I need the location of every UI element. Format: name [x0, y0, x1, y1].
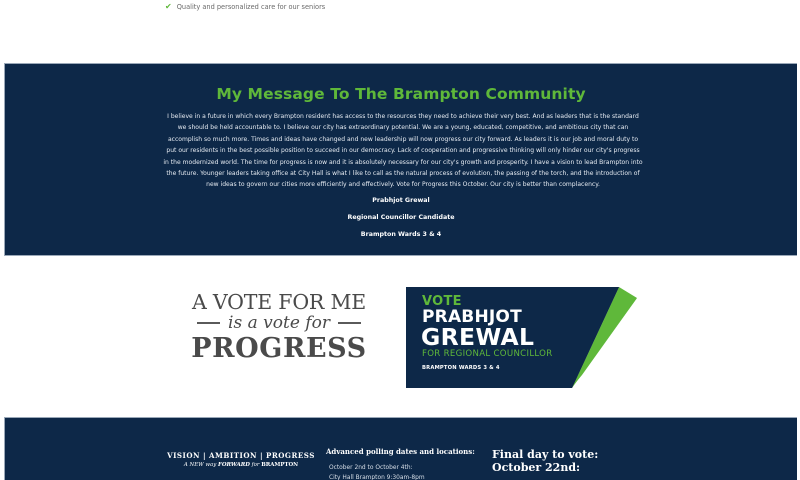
slogan-line-1: A VOTE FOR ME	[191, 290, 367, 314]
sub-c: FORWARD	[218, 462, 250, 468]
banner-wards: BRAMPTON WARDS 3 & 4	[422, 365, 500, 371]
check-icon: ✔	[165, 2, 172, 11]
message-section	[4, 63, 797, 256]
polling-location: City Hall Brampton 9:30am-8pm	[329, 475, 425, 480]
slogan-line-3: PROGRESS	[191, 333, 367, 364]
banner-office: FOR REGIONAL COUNCILLOR	[422, 349, 553, 359]
banner-first-name: PRABHJOT	[422, 307, 522, 327]
dash-divider	[197, 322, 220, 324]
signature-wards: Brampton Wards 3 & 4	[360, 231, 442, 238]
sub-e: BRAMPTON	[261, 462, 299, 468]
polling-dates: October 2nd to October 4th:	[329, 465, 413, 471]
sub-a: A NEW	[183, 462, 204, 468]
footer-tagline: VISION | AMBITION | PROGRESS	[167, 451, 315, 460]
footer-polling	[326, 447, 475, 480]
message-body: I believe in a future in which every Brampton resident has access to the resources they need to achieve their very best. And as leaders that is the standard we should be held accountable to. I believe our city has extraordinary potential. We are a young, educated, competitive, and ambitious city that can accomplish so much more. Times and ideas have changed and new leadership will now progress our city forward. As leaders it is our job and moral duty to put our residents in the best possible position to succeed in our democracy. Lack of cooperation and progressive thinking will only hinder our city's progress in the modernized world. The time for progress is now and it is absolutely necessary for our city's growth and prosperity. I have a vision to lead Brampton into the future. Younger leaders taking office at City Hall is what I like to call as the natural process of evolution, the passing of the torch, and the introduction of new ideas to govern our cities more efficiently and effectively. Vote for Progress this October. Our city is better than complacency.	[163, 113, 643, 189]
signature-role: Regional Councillor Candidate	[347, 214, 455, 221]
dash-divider	[338, 322, 361, 324]
signature-name: Prabhjot Grewal	[372, 197, 430, 204]
sub-d: for	[251, 462, 260, 468]
footer-final-day	[492, 449, 598, 474]
final-line-1: Final day to vote:	[492, 448, 599, 461]
campaign-banner	[406, 287, 638, 388]
banner-last-name: GREWAL	[421, 323, 535, 351]
slogan-image	[184, 290, 374, 365]
slogan-line-2	[184, 313, 374, 333]
polling-heading: Advanced polling dates and locations:	[326, 447, 475, 456]
final-line-2: October 22nd:	[492, 460, 581, 474]
feature-list-item	[165, 3, 325, 11]
footer-subtagline	[165, 461, 317, 470]
sub-b: way	[205, 462, 217, 468]
banner-vote: VOTE	[422, 294, 462, 309]
slogan-line-2-text: is a vote for	[228, 313, 330, 333]
footer-brand	[165, 451, 317, 470]
feature-label: Quality and personalized care for our seniors	[176, 3, 326, 11]
footer-section	[4, 417, 797, 480]
message-title: My Message To The Brampton Community	[216, 85, 586, 103]
